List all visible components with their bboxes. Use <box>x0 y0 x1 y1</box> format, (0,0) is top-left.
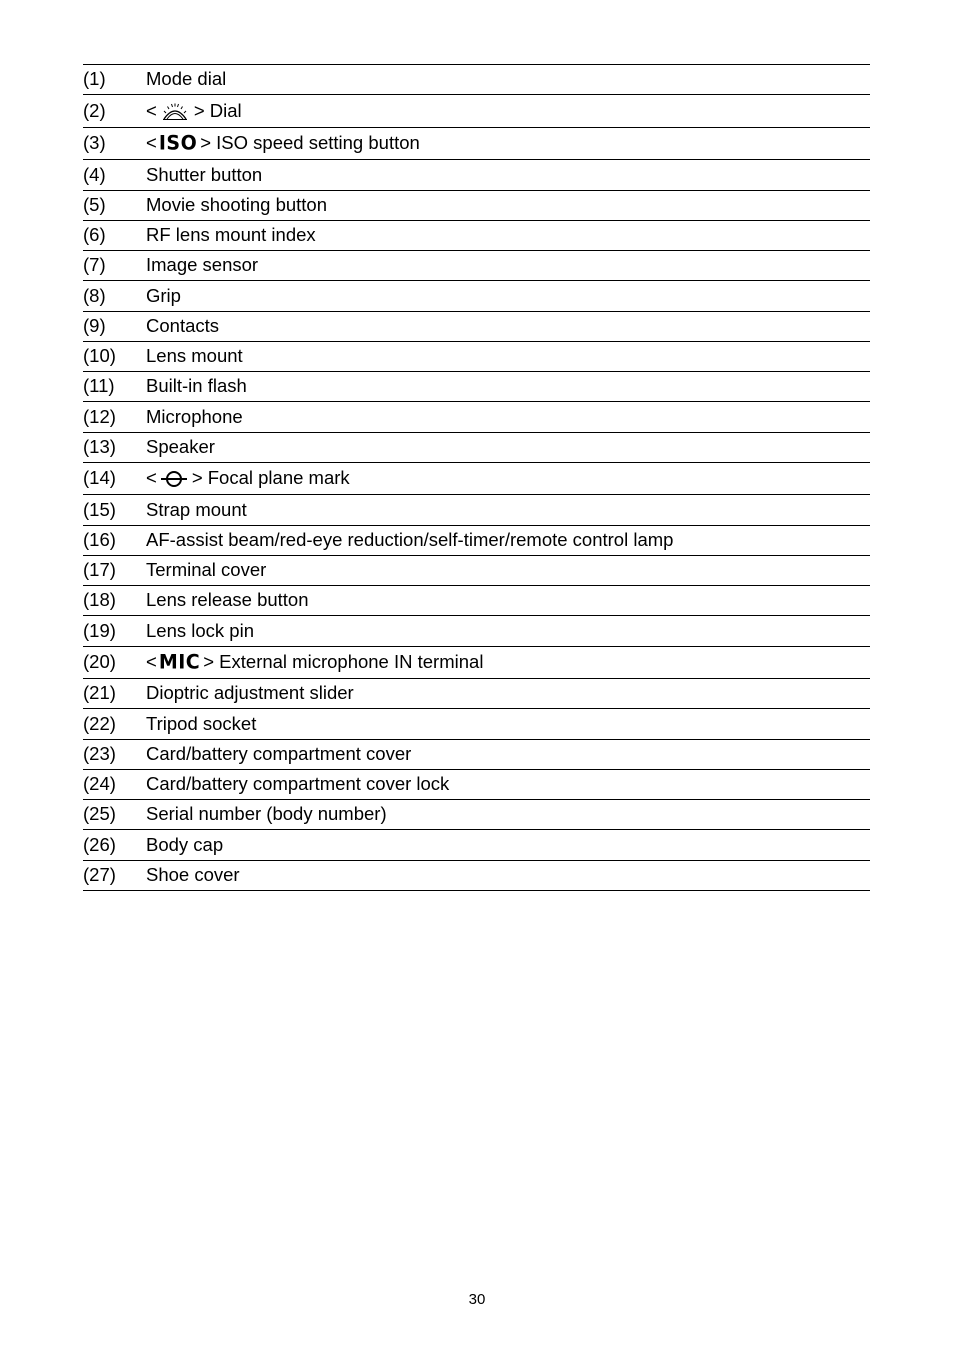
table-row <box>83 95 870 128</box>
table-row <box>83 191 870 221</box>
part-description: Contacts <box>146 314 220 336</box>
table-row <box>83 709 870 739</box>
table-row <box>83 160 870 190</box>
part-number: (15) <box>83 498 116 520</box>
part-description: Card/battery compartment cover <box>146 742 412 764</box>
part-description: Speaker <box>146 435 215 457</box>
table-row <box>83 251 870 281</box>
part-number: (18) <box>83 589 116 611</box>
table-row <box>83 463 870 496</box>
part-description: Lens lock pin <box>146 619 254 641</box>
table-row <box>83 586 870 616</box>
part-number: (16) <box>83 528 116 550</box>
part-description: > ISO speed setting button <box>200 132 420 154</box>
table-row <box>83 495 870 525</box>
focal-plane-icon <box>160 469 188 489</box>
part-number: (13) <box>83 435 116 457</box>
part-number: (11) <box>83 375 115 397</box>
part-number: (2) <box>83 99 106 121</box>
table-row <box>83 861 870 891</box>
part-number: (5) <box>83 193 106 215</box>
mic-icon: MIC <box>158 650 201 674</box>
table-row <box>83 647 870 680</box>
part-number: (4) <box>83 163 106 185</box>
part-number: (9) <box>83 314 106 336</box>
part-description: Microphone <box>146 405 243 427</box>
part-number: (8) <box>83 284 106 306</box>
table-row <box>83 679 870 709</box>
part-number: (12) <box>83 405 116 427</box>
part-description: Dioptric adjustment slider <box>146 682 354 704</box>
part-number: (21) <box>83 682 116 704</box>
part-number: (6) <box>83 224 106 246</box>
table-row <box>83 221 870 251</box>
part-description: AF-assist beam/red-eye reduction/self-timer/remote control lamp <box>146 528 674 550</box>
part-description: Shoe cover <box>146 863 240 885</box>
part-description: > Dial <box>193 99 242 121</box>
table-row <box>83 770 870 800</box>
bracket-open: < <box>146 132 157 154</box>
part-description: Card/battery compartment cover lock <box>146 773 450 795</box>
table-row <box>83 556 870 586</box>
part-number: (23) <box>83 742 116 764</box>
table-row <box>83 740 870 770</box>
part-number: (26) <box>83 833 116 855</box>
table-row <box>83 65 870 95</box>
bracket-open: < <box>146 99 157 121</box>
part-description: Body cap <box>146 833 224 855</box>
table-row <box>83 281 870 311</box>
table-row <box>83 342 870 372</box>
part-number: (25) <box>83 803 116 825</box>
part-number: (17) <box>83 559 116 581</box>
part-description: Lens mount <box>146 345 243 367</box>
part-description: Lens release button <box>146 589 309 611</box>
part-description: Strap mount <box>146 498 247 520</box>
page-number: 30 <box>468 1291 486 1308</box>
part-number: (10) <box>83 345 116 367</box>
iso-icon: ISO <box>158 131 198 155</box>
part-number: (22) <box>83 712 116 734</box>
part-number: (24) <box>83 773 116 795</box>
part-description: Built-in flash <box>146 375 247 397</box>
part-description: > Focal plane mark <box>191 467 350 489</box>
table-row <box>83 830 870 860</box>
part-description: Movie shooting button <box>146 193 328 215</box>
part-number: (14) <box>83 467 116 489</box>
part-description: Shutter button <box>146 163 263 185</box>
table-row <box>83 312 870 342</box>
part-description: Grip <box>146 284 181 306</box>
part-description: Tripod socket <box>146 712 257 734</box>
table-row <box>83 402 870 432</box>
part-number: (19) <box>83 619 116 641</box>
bracket-open: < <box>146 467 157 489</box>
table-row <box>83 616 870 646</box>
part-number: (27) <box>83 863 116 885</box>
part-description: Terminal cover <box>146 559 267 581</box>
part-description: > External microphone IN terminal <box>203 651 484 672</box>
part-number: (20) <box>83 651 116 672</box>
table-row <box>83 800 870 830</box>
part-description: Image sensor <box>146 254 259 276</box>
table-row <box>83 526 870 556</box>
table-row <box>83 128 870 161</box>
part-description: RF lens mount index <box>146 224 316 246</box>
bracket-open: < <box>146 651 157 672</box>
part-description: Mode dial <box>146 68 227 90</box>
table-row <box>83 372 870 402</box>
table-row <box>83 433 870 463</box>
part-number: (3) <box>83 132 106 154</box>
part-number: (7) <box>83 254 106 276</box>
part-description: Serial number (body number) <box>146 803 387 825</box>
main-dial-icon <box>160 101 190 121</box>
part-number: (1) <box>83 68 106 90</box>
parts-list-table <box>83 64 870 891</box>
